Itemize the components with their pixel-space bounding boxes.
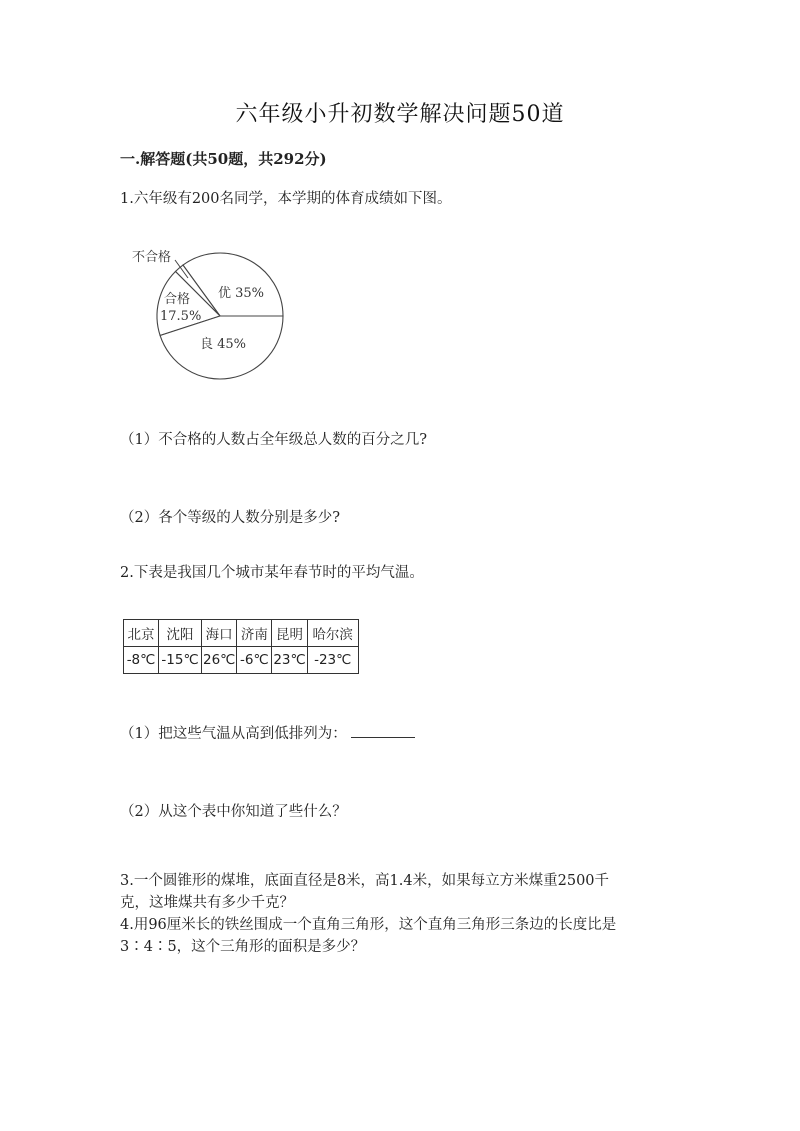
city-cell: 北京 xyxy=(124,620,159,647)
slice-label-liang: 良 45% xyxy=(200,337,247,352)
city-cell: 海口 xyxy=(202,620,237,647)
question-1-part-2: （2）各个等级的人数分别是多少? xyxy=(120,510,340,526)
temp-cell: -23℃ xyxy=(307,647,358,674)
grade-pie-chart xyxy=(120,240,300,390)
city-cell: 哈尔滨 xyxy=(307,620,358,647)
city-cell: 济南 xyxy=(237,620,272,647)
table-row-cities xyxy=(124,620,359,647)
temp-cell: -15℃ xyxy=(159,647,202,674)
temperature-table xyxy=(123,619,359,674)
slice-label-buhege: 不合格 xyxy=(132,250,172,265)
temp-cell: -8℃ xyxy=(124,647,159,674)
city-cell: 沈阳 xyxy=(159,620,202,647)
table-row-temps xyxy=(124,647,359,674)
question-3-line-1: 3.一个圆锥形的煤堆，底面直径是8米，高1.4米，如果每立方米煤重2500千 xyxy=(120,873,610,889)
temp-cell: 23℃ xyxy=(272,647,307,674)
question-4-line-2: 3∶4∶5，这个三角形的面积是多少？ xyxy=(120,939,366,955)
section-heading: 一.解答题(共50题，共292分) xyxy=(120,150,327,168)
pie-svg xyxy=(120,240,300,390)
temp-cell: 26℃ xyxy=(202,647,237,674)
question-1-part-1: （1）不合格的人数占全年级总人数的百分之几? xyxy=(120,432,427,448)
temp-cell: -6℃ xyxy=(237,647,272,674)
slice-label-hege-pct: 17.5% xyxy=(160,309,202,324)
question-2-part-1-text: （1）把这些气温从高到低排列为： xyxy=(120,726,347,742)
city-cell: 昆明 xyxy=(272,620,307,647)
question-1-stem: 1.六年级有200名同学，本学期的体育成绩如下图。 xyxy=(120,191,452,207)
question-3-line-2: 克，这堆煤共有多少千克？ xyxy=(120,895,294,911)
question-2-part-1 xyxy=(120,722,415,743)
slice-label-hege: 合格 xyxy=(164,292,191,307)
question-4-line-1: 4.用96厘米长的铁丝围成一个直角三角形，这个直角三角形三条边的长度比是 xyxy=(120,917,617,933)
question-2-part-2: （2）从这个表中你知道了些什么？ xyxy=(120,804,347,820)
answer-blank[interactable] xyxy=(351,723,415,738)
question-2-stem: 2.下表是我国几个城市某年春节时的平均气温。 xyxy=(120,565,424,581)
page-title: 六年级小升初数学解决问题50道 xyxy=(235,102,565,127)
slice-label-you: 优 35% xyxy=(218,286,265,301)
